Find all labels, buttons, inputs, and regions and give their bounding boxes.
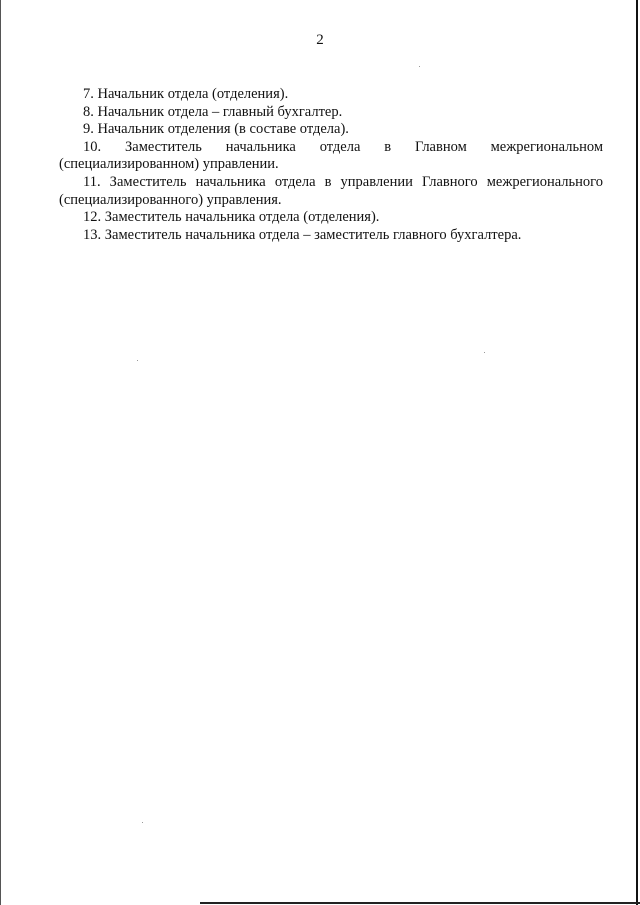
scan-speck xyxy=(419,66,420,67)
list-item-8: 8. Начальник отдела – главный бухгалтер. xyxy=(83,103,343,120)
page-number: 2 xyxy=(316,32,324,48)
scan-speck xyxy=(484,352,485,353)
list-item-10: 10. Заместитель начальника отдела в Главном межрегиональном (специализированном) управлении. xyxy=(59,138,603,173)
list-item-11: 11. Заместитель начальника отдела в управлении Главного межрегионального (специализированного) управления. xyxy=(59,173,603,208)
scan-speck xyxy=(137,360,138,361)
document-body xyxy=(59,86,603,244)
list-item-7: 7. Начальник отдела (отделения). xyxy=(83,86,289,102)
list-item-13: 13. Заместитель начальника отдела – заместитель главного бухгалтера. xyxy=(83,226,522,243)
scan-edge-left xyxy=(0,0,1,905)
scan-edge-bottom xyxy=(200,902,640,904)
list-item-9: 9. Начальник отделения (в составе отдела). xyxy=(83,121,349,138)
scan-edge-right xyxy=(636,0,638,905)
scan-speck xyxy=(142,822,143,823)
list-item-12: 12. Заместитель начальника отдела (отделения). xyxy=(83,209,380,226)
